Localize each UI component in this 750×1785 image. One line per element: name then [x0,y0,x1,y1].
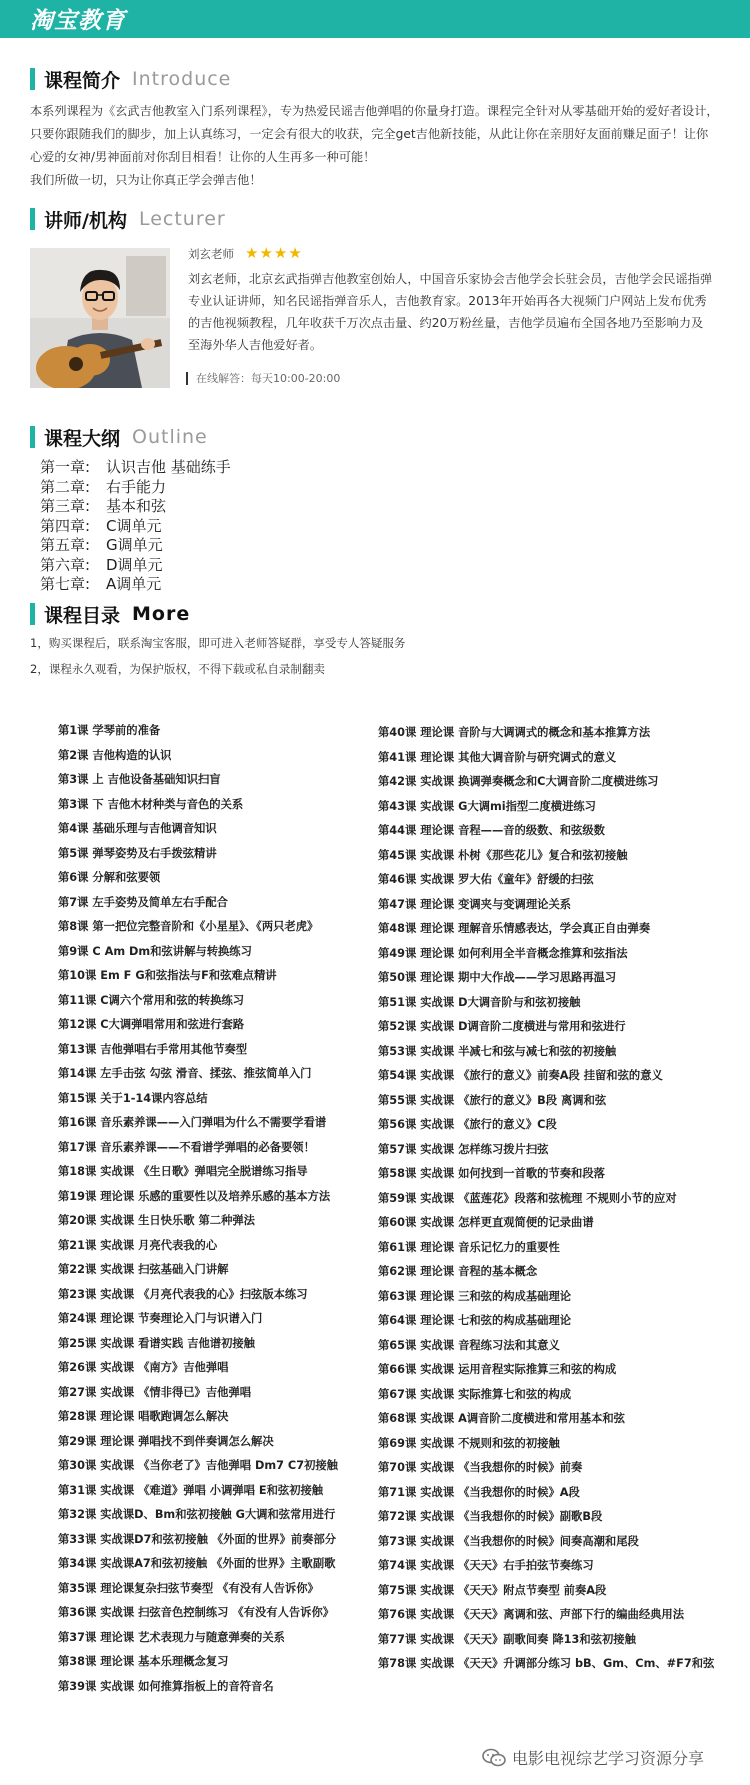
divider [186,372,188,385]
lesson-item: 第39课 实战课 如何推算指板上的音符音名 [58,1679,274,1693]
lesson-item: 第56课 实战课 《旅行的意义》C段 [378,1118,557,1131]
lesson-item: 第34课 实战课A7和弦初接触 《外面的世界》主歌副歌 [58,1557,336,1570]
lesson-item: 第72课 实战课 《当我想你的时候》副歌B段 [378,1510,603,1523]
lesson-item: 第14课 左手击弦 勾弦 滑音、揉弦、推弦简单入门 [58,1067,312,1080]
section-title-cn: 课程目录 [44,604,121,627]
lesson-item: 第61课 理论课 音乐记忆力的重要性 [378,1240,560,1254]
watermark [482,1746,704,1769]
chapter-item [40,536,231,556]
lesson-item: 第50课 理论课 期中大作战——学习思路再温习 [378,971,617,984]
chapter-number: 第六章: [40,555,91,574]
online-hours-text: 在线解答：每天10:00-20:00 [196,372,341,385]
lesson-item: 第9课 C Am Dm和弦讲解与转换练习 [58,944,252,958]
header-banner [0,0,750,38]
lesson-item: 第48课 理论课 理解音乐情感表达，学会真正自由弹奏 [378,922,651,935]
lesson-item: 第33课 实战课D7和弦初接触 《外面的世界》前奏部分 [58,1532,337,1546]
lesson-item: 第32课 实战课D、Bm和弦初接触 G大调和弦常用进行 [58,1508,336,1521]
lesson-item: 第55课 实战课 《旅行的意义》B段 离调和弦 [378,1093,607,1107]
lecturer-name: 刘玄老师 [188,247,234,261]
note-item: 1，购买课程后，联系淘宝客服，即可进入老师答疑群，享受专人答疑服务 [30,636,406,650]
section-title-en: More [132,603,191,625]
brand-logo: 淘宝教育 [30,8,126,34]
lesson-item: 第69课 实战课 不规则和弦的初接触 [378,1436,560,1450]
chapter-item [40,497,231,517]
lesson-item: 第64课 理论课 七和弦的构成基础理论 [378,1314,572,1327]
chapter-title: G调单元 [106,536,163,554]
lesson-item: 第75课 实战课 《天天》附点节奏型 前奏A段 [378,1583,607,1597]
lesson-item: 第73课 实战课 《当我想你的时候》间奏高潮和尾段 [378,1534,639,1548]
lecturer-photo [30,248,170,388]
chapter-title: A调单元 [106,575,162,593]
lesson-item: 第20课 实战课 生日快乐歌 第二种弹法 [58,1214,255,1227]
watermark-text: 电影电视综艺学习资源分享 [512,1749,705,1768]
lesson-item: 第59课 实战课 《蓝莲花》段落和弦梳理 不规则小节的应对 [378,1191,677,1205]
lesson-item: 第78课 实战课 《天天》升调部分练习 bB、Gm、Cm、#F7和弦 [378,1657,715,1670]
lesson-item: 第23课 实战课 《月亮代表我的心》扫弦版本练习 [58,1287,308,1301]
chapter-number: 第三章: [40,497,91,515]
lesson-item: 第35课 理论课复杂扫弦节奏型 《有没有人告诉你》 [58,1581,319,1595]
lesson-item: 第12课 C大调弹唱常用和弦进行套路 [58,1018,245,1031]
lesson-item: 第52课 实战课 D调音阶二度横进与常用和弦进行 [378,1020,626,1033]
lesson-item: 第71课 实战课 《当我想你的时候》A段 [378,1485,580,1499]
lesson-item: 第63课 理论课 三和弦的构成基础理论 [378,1289,572,1303]
lesson-item: 第3课 下 吉他木材种类与音色的关系 [58,797,244,811]
lesson-item: 第15课 关于1-14课内容总结 [58,1091,208,1105]
lesson-item: 第5课 弹琴姿势及右手拨弦精讲 [58,846,217,860]
lesson-item: 第1课 学琴前的准备 [58,724,161,737]
lesson-item: 第66课 实战课 运用音程实际推算三和弦的构成 [378,1363,617,1376]
chapter-number: 第五章: [40,536,91,554]
lesson-item: 第77课 实战课 《天天》副歌间奏 降13和弦初接触 [378,1632,636,1646]
chapter-number: 第一章: [40,458,91,476]
lesson-list-right [378,721,738,1677]
lesson-item: 第45课 实战课 朴树《那些花儿》复合和弦初接触 [378,848,628,862]
lesson-item: 第74课 实战课 《天天》右手拍弦节奏练习 [378,1559,594,1572]
lesson-item: 第7课 左手姿势及简单左右手配合 [58,895,228,909]
lesson-item: 第62课 理论课 音程的基本概念 [378,1265,538,1278]
lesson-item: 第21课 实战课 月亮代表我的心 [58,1238,218,1252]
intro-slogan: 我们所做一切，只为让你真正学会弹吉他！ [30,173,262,187]
lesson-item: 第58课 实战课 如何找到一首歌的节奏和段落 [378,1167,605,1180]
chapter-title: 右手能力 [106,477,167,496]
lesson-item: 第4课 基础乐理与吉他调音知识 [58,822,217,835]
intro-text [30,100,720,192]
chapter-title: D调单元 [106,555,163,574]
lesson-item: 第6课 分解和弦要领 [58,871,161,884]
lesson-item: 第10课 Em F G和弦指法与F和弦难点精讲 [58,969,277,982]
chapter-number: 第四章: [40,516,91,535]
lesson-item: 第54课 实战课 《旅行的意义》前奏A段 挂留和弦的意义 [378,1069,663,1082]
chapter-number: 第七章: [40,575,91,593]
section-title-cn: 讲师/机构 [44,209,127,232]
lesson-item: 第68课 实战课 A调音阶二度横进和常用基本和弦 [378,1412,625,1425]
section-title-cn: 课程大纲 [44,427,121,450]
lesson-item: 第36课 实战课 扫弦音色控制练习 《有没有人告诉你》 [58,1606,335,1619]
section-bar [30,603,35,625]
chapter-list [40,458,231,595]
lesson-item: 第19课 理论课 乐感的重要性以及培养乐感的基本方法 [58,1189,331,1203]
lesson-item: 第47课 理论课 变调夹与变调理论关系 [378,897,572,911]
lesson-item: 第3课 上 吉他设备基础知识扫盲 [58,773,221,786]
chapter-item [40,556,231,576]
lesson-item: 第65课 实战课 音程练习法和其意义 [378,1338,560,1352]
lesson-item: 第17课 音乐素养课——不看谱学弹唱的必备要领！ [58,1140,315,1154]
lesson-item: 第29课 理论课 弹唱找不到伴奏调怎么解决 [58,1434,274,1448]
section-title-cn: 课程简介 [44,69,121,92]
section-bar [30,426,35,448]
lesson-item: 第60课 实战课 怎样更直观简便的记录曲谱 [378,1216,594,1229]
lesson-item: 第51课 实战课 D大调音阶与和弦初接触 [378,995,581,1009]
lesson-item: 第42课 实战课 换调弹奏概念和C大调音阶二度横进练习 [378,775,659,788]
notes-list [30,630,405,682]
lesson-item: 第40课 理论课 音阶与大调调式的概念和基本推算方法 [378,726,651,739]
section-bar [30,208,35,230]
lesson-item: 第76课 实战课 《天天》离调和弦、声部下行的编曲经典用法 [378,1608,685,1621]
section-title-en: Lecturer [138,208,226,230]
lesson-item: 第8课 第一把位完整音阶和《小星星》、《两只老虎》 [58,920,319,933]
lecturer-description: 刘玄老师，北京玄武指弹吉他教室创始人，中国音乐家协会吉他学会长驻会员，吉他学会民谣指弹专业认证讲师，知名民谣指弹音乐人，吉他教育家。2013年开始再各大视频门户网站上发布优秀的吉他视频教程，几年收获千万次点击量、约20万粉丝量，吉他学员遍布全国各地乃至影响力及至海外华人吉他爱好者。 [188,272,713,352]
lesson-item: 第28课 理论课 唱歌跑调怎么解决 [58,1410,229,1423]
lesson-item: 第13课 吉他弹唱右手常用其他节奏型 [58,1042,248,1056]
lesson-item: 第57课 实战课 怎样练习拨片扫弦 [378,1142,549,1156]
lesson-item: 第22课 实战课 扫弦基础入门讲解 [58,1263,229,1276]
chapter-title: 认识吉他 基础练手 [106,458,231,476]
lesson-item: 第11课 C调六个常用和弦的转换练习 [58,993,245,1007]
wechat-icon [482,1748,506,1768]
lesson-item: 第26课 实战课 《南方》吉他弹唱 [58,1361,229,1374]
lesson-item: 第38课 理论课 基本乐理概念复习 [58,1655,229,1668]
chapter-item [40,458,231,478]
note-item: 2，课程永久观看，为保护版权，不得下载或私自录制翻卖 [30,662,325,676]
lesson-item: 第25课 实战课 看谱实践 吉他谱初接触 [58,1336,255,1350]
rating-stars-icon: ★★★★ [245,244,303,262]
lesson-item: 第27课 实战课 《情非得已》吉他弹唱 [58,1385,252,1399]
intro-paragraph: 本系列课程为《玄武吉他教室入门系列课程》，专为热爱民谣吉他弹唱的你量身打造。课程完全针对从零基础开始的爱好者设计，只要你跟随我们的脚步，加上认真练习，一定会有很大的收获，完全get吉他新技能，从此让你在亲朋好友面前赚足面子！让你心爱的女神/男神面前对你刮目相看！让你的人生再多一种可能！ [30,104,719,164]
lesson-item: 第30课 实战课 《当你老了》吉他弹唱 Dm7 C7初接触 [58,1459,338,1472]
lesson-item: 第43课 实战课 G大调mi指型二度横进练习 [378,799,596,813]
chapter-item [40,517,231,537]
lesson-item: 第53课 实战课 半减七和弦与减七和弦的初接触 [378,1044,617,1058]
lesson-item: 第2课 吉他构造的认识 [58,748,172,762]
lesson-item: 第24课 理论课 节奏理论入门与识谱入门 [58,1312,263,1325]
chapter-item [40,575,231,595]
lesson-item: 第16课 音乐素养课——入门弹唱为什么不需要学看谱 [58,1116,327,1129]
lesson-item: 第49课 理论课 如何利用全半音概念推算和弦指法 [378,946,628,960]
chapter-title: 基本和弦 [106,497,167,515]
lesson-item: 第46课 实战课 罗大佑《童年》舒缓的扫弦 [378,873,594,886]
section-title-lecturer [30,206,226,232]
section-title-intro [30,66,231,92]
section-title-more [30,601,190,627]
online-hours [186,370,340,386]
lesson-item: 第70课 实战课 《当我想你的时候》前奏 [378,1461,583,1474]
lesson-list-left [58,719,378,1699]
lesson-item: 第44课 理论课 音程——音的级数、和弦级数 [378,824,605,837]
lesson-item: 第18课 实战课 《生日歌》弹唱完全脱谱练习指导 [58,1165,308,1178]
lesson-item: 第67课 实战课 实际推算七和弦的构成 [378,1387,572,1401]
section-bar [30,68,35,90]
lesson-item: 第41课 理论课 其他大调音阶与研究调式的意义 [378,750,617,764]
chapter-title: C调单元 [106,516,162,535]
lesson-item: 第31课 实战课 《难道》弹唱 小调弹唱 E和弦初接触 [58,1483,324,1497]
section-title-outline [30,424,208,450]
chapter-item [40,478,231,498]
chapter-number: 第二章: [40,477,91,496]
section-title-en: Introduce [132,68,232,90]
section-title-en: Outline [132,426,208,448]
lesson-item: 第37课 理论课 艺术表现力与随意弹奏的关系 [58,1630,285,1644]
